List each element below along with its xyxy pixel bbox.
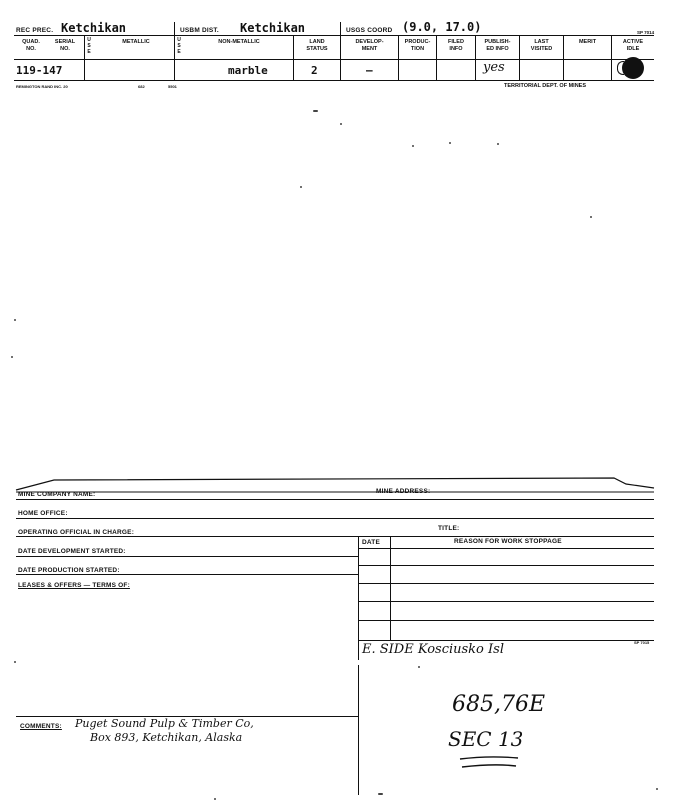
header-production: PRODUC- TION <box>404 39 431 52</box>
stoppage-grid-left <box>358 536 359 660</box>
header-filed-info: FILED INFO <box>448 39 464 52</box>
rec-prec-label: REC PREC. <box>16 27 54 34</box>
published-info-value: yes <box>483 60 505 75</box>
header-published-info: PUBLISH- ED INFO <box>484 39 511 52</box>
date-development-label: DATE DEVELOPMENT STARTED: <box>18 548 126 555</box>
date-production-label: DATE PRODUCTION STARTED: <box>18 567 120 574</box>
note-sec: SEC 13 <box>448 727 524 751</box>
usbm-dist-label: USBM DIST. <box>180 27 219 34</box>
comments-line-1: Puget Sound Pulp & Timber Co, <box>75 717 254 730</box>
top-rule-1 <box>14 35 654 36</box>
top-rule-2 <box>14 59 654 60</box>
header-non-metallic: NON-METALLIC <box>218 39 260 45</box>
form-number-top: SP 7014 <box>637 30 655 35</box>
comments-label: COMMENTS: <box>20 723 62 730</box>
development-value: – <box>366 64 373 77</box>
header-use-2: U S E <box>177 37 181 55</box>
stoppage-row-line <box>358 583 654 584</box>
rule <box>16 499 654 500</box>
stoppage-row-line <box>358 548 654 549</box>
form-number-bottom: SP 7015 <box>634 640 650 645</box>
active-status-mark <box>617 61 624 75</box>
location-note: E. SIDE Kosciusko Isl <box>362 642 504 657</box>
header-merit: MERIT <box>578 39 597 45</box>
stoppage-row-line <box>358 620 654 621</box>
comments-line-2: Box 893, Ketchikan, Alaska <box>90 731 243 744</box>
operating-official-label: OPERATING OFFICIAL IN CHARGE: <box>18 529 135 536</box>
header-last-visited: LAST VISITED <box>530 39 553 52</box>
rec-prec-value: Ketchikan <box>61 21 127 35</box>
home-office-label: HOME OFFICE: <box>18 510 68 517</box>
rule <box>16 556 358 557</box>
note-underline <box>456 754 522 772</box>
active-status-dot <box>622 57 644 79</box>
footer-dept: TERRITORIAL DEPT. OF MINES <box>504 83 586 89</box>
top-rule-3 <box>14 80 654 81</box>
stoppage-grid-date-divider <box>390 536 391 640</box>
stoppage-row-line <box>358 640 654 641</box>
lower-divider <box>358 665 359 795</box>
title-label: TITLE: <box>438 525 460 532</box>
reason-col-label: REASON FOR WORK STOPPAGE <box>454 538 562 545</box>
header-quad-no: QUAD. NO. <box>22 39 40 52</box>
header-development: DEVELOP- MENT <box>355 39 384 52</box>
date-col-label: DATE <box>362 539 381 546</box>
rule <box>16 574 358 575</box>
usgs-coord-value: (9.0, 17.0) <box>402 20 482 34</box>
header-land-status: LAND STATUS <box>306 39 328 52</box>
non-metallic-value: marble <box>228 64 268 77</box>
quad-serial-value: 119-147 <box>16 64 63 77</box>
stoppage-row-line <box>358 565 654 566</box>
footer-code: 5501 <box>168 84 177 89</box>
land-status-value: 2 <box>311 64 318 77</box>
mine-company-name-label: MINE COMPANY NAME: <box>18 491 96 498</box>
note-number: 685,76E <box>452 692 546 717</box>
header-active-idle: ACTIVE IDLE <box>622 39 644 52</box>
footer-code: 682 <box>138 84 145 89</box>
rule <box>16 536 654 537</box>
mine-address-label: MINE ADDRESS: <box>376 488 431 495</box>
stoppage-row-line <box>358 601 654 602</box>
header-use-1: U S E <box>87 37 91 55</box>
usgs-coord-label: USGS COORD <box>346 27 393 34</box>
footer-printer: REMINGTON RAND INC. 20 <box>16 84 68 89</box>
comments-rule <box>16 716 358 717</box>
rule <box>16 518 654 519</box>
usbm-dist-value: Ketchikan <box>240 21 306 35</box>
header-serial-no: SERIAL NO. <box>54 39 76 52</box>
leases-label: LEASES & OFFERS — TERMS OF: <box>18 582 130 589</box>
header-metallic: METALLIC <box>122 39 150 45</box>
card-top-border <box>14 474 659 494</box>
